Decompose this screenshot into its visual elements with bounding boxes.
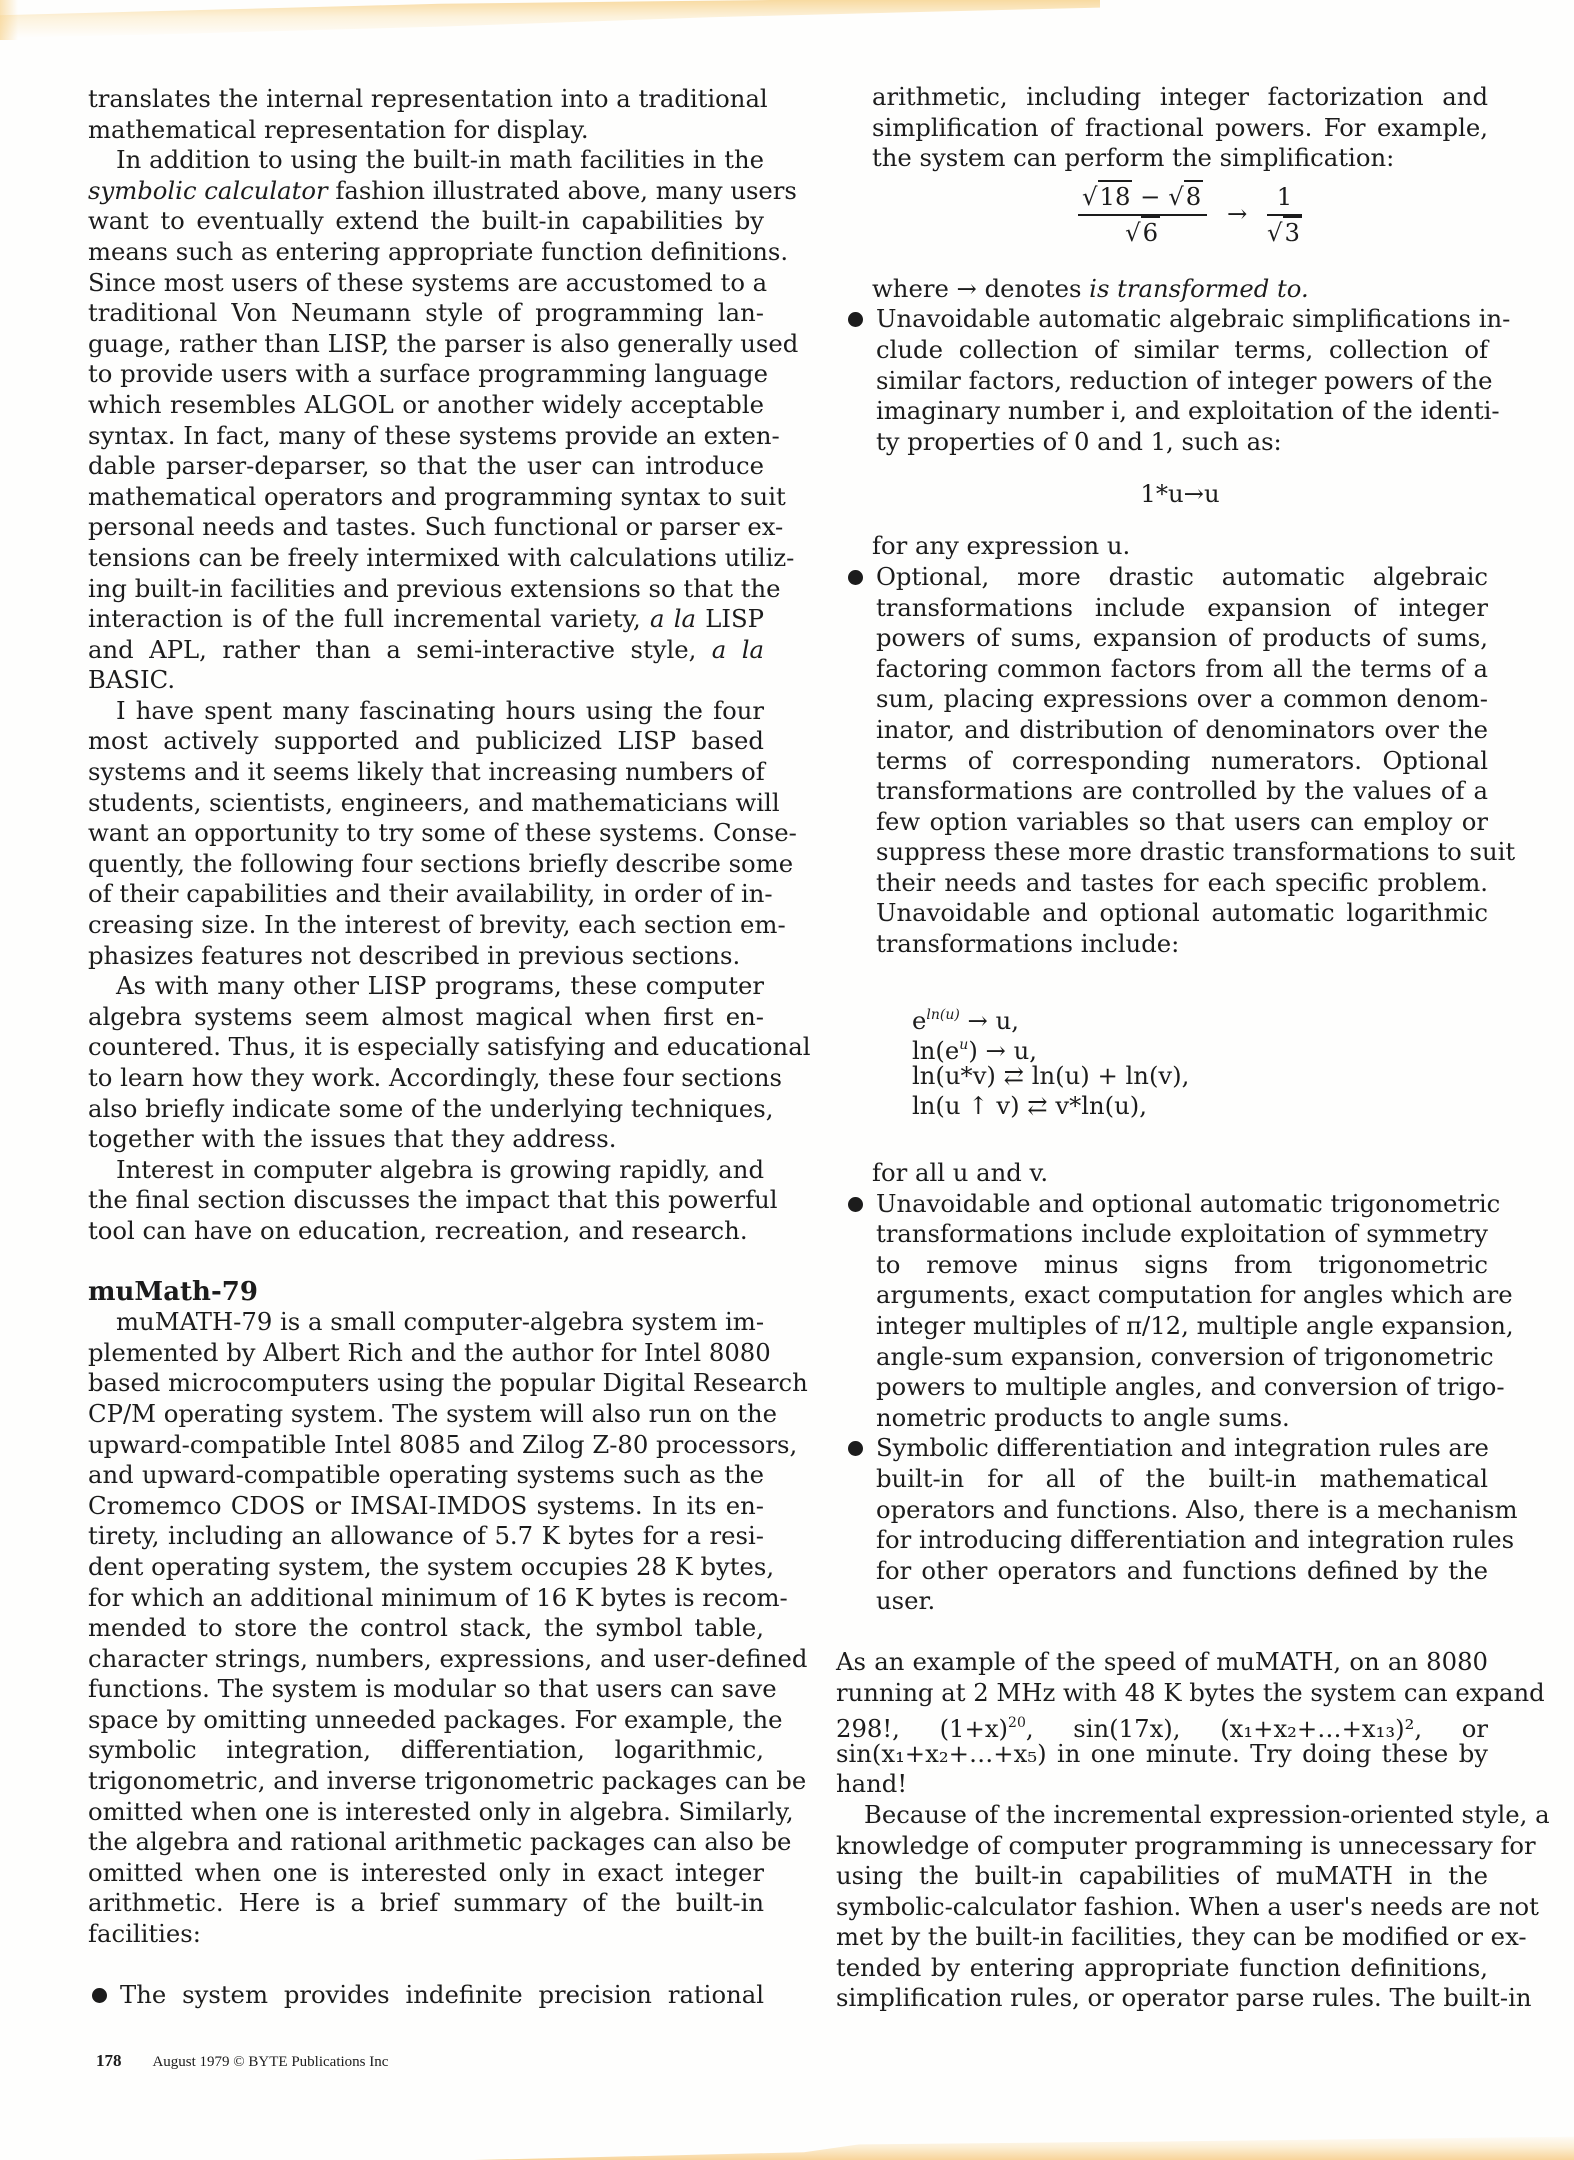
text-line: As with many other LISP programs, these computer: [116, 971, 764, 1001]
text-line: for other operators and functions defined by the: [876, 1555, 1488, 1585]
text-line: tool can have on education, recreation, and research.: [88, 1215, 748, 1245]
equation-line: ln(u*v) ⇄ ln(u) + ln(v),: [912, 1060, 1190, 1090]
text-line: most actively supported and publicized LISP based: [88, 726, 764, 756]
text-line: sin(x₁+x₂+…+x₅) in one minute. Try doing these by: [836, 1738, 1488, 1768]
italic-term: is transformed to.: [1089, 273, 1309, 303]
text-line: ty properties of 0 and 1, such as:: [876, 426, 1282, 456]
text-fragment: and APL, rather than a semi-interactive style,: [88, 634, 712, 664]
text-line: students, scientists, engineers, and mathematicians will: [88, 787, 780, 817]
text-fragment: fashion illustrated above, many users: [327, 175, 797, 205]
bullet-differentiation-integration: [872, 1433, 1518, 1617]
text-line: creasing size. In the interest of brevity, each section em-: [88, 910, 786, 940]
text-line: [88, 635, 764, 666]
text-line: tirety, including an allowance of 5.7 K bytes for a resi-: [88, 1521, 764, 1551]
bullet-icon: [848, 312, 863, 327]
text-line: systems and it seems likely that increasing numbers of: [88, 757, 765, 787]
transform-arrow-icon: →: [1226, 198, 1248, 228]
text-line: muMATH-79 is a small computer-algebra system im-: [116, 1307, 765, 1337]
text-line: Optional, more drastic automatic algebraic: [876, 561, 1488, 591]
paragraph-four-systems: [88, 695, 797, 971]
text-line: mathematical representation for display.: [88, 114, 589, 144]
text-line: I have spent many fascinating hours using the four: [116, 695, 764, 725]
text-line: [88, 604, 764, 635]
text-line: transformations are controlled by the values of a: [876, 776, 1488, 806]
text-line: met by the built-in facilities, they can be modified or ex-: [836, 1922, 1527, 1952]
text-line: simplification of fractional powers. For example,: [872, 112, 1488, 142]
bullet-algebraic-simplifications: [872, 304, 1511, 562]
text-line: [872, 274, 1488, 305]
paragraph-interest: [88, 1154, 778, 1247]
paragraph-mumath: [88, 1307, 808, 1949]
page-footer: [96, 2051, 388, 2071]
text-line: terms of corresponding numerators. Optional: [876, 745, 1488, 775]
text-line: countered. Thus, it is especially satisfying and educational: [88, 1032, 811, 1062]
fraction-rhs: $\frac{1}{√3}$: [1267, 181, 1300, 248]
text-line: [88, 175, 797, 207]
text-line: for any expression u.: [872, 531, 1131, 561]
text-line: dent operating system, the system occupies 28 K bytes,: [88, 1551, 775, 1581]
text-line: together with the issues that they address.: [88, 1124, 617, 1154]
spacer: [88, 1950, 764, 1980]
paper-stain-bottom: [474, 2134, 1574, 2160]
paragraph-extend: [88, 145, 799, 696]
text-line: Unavoidable automatic algebraic simplifications in-: [876, 304, 1511, 334]
text-line: upward-compatible Intel 8085 and Zilog Z-80 processors,: [88, 1429, 798, 1459]
text-line: simplification rules, or operator parse rules. The built-in: [836, 1983, 1532, 2013]
text-line: powers of sums, expansion of products of sums,: [876, 623, 1488, 653]
text-line: clude collection of similar terms, collection of: [876, 334, 1488, 364]
text-line: space by omitting unneeded packages. For example, the: [88, 1704, 783, 1734]
text-line: phasizes features not described in previous sections.: [88, 940, 741, 970]
bullet-icon: [848, 1197, 863, 1212]
bullet-icon: [92, 1988, 107, 2003]
text-line: ing built-in facilities and previous extensions so that the: [88, 573, 781, 603]
text-line: their needs and tastes for each specific problem.: [876, 867, 1488, 897]
text-line: guage, rather than LISP, the parser is also generally used: [88, 328, 799, 358]
paragraph-magical: [88, 971, 811, 1155]
equation-identity: 1*u→u: [1140, 479, 1220, 509]
radicand: 8: [1185, 181, 1202, 211]
equation-line: $\ln(e^u) \to u$,: [912, 1036, 1037, 1066]
text-line: 298!, $(1+x)^{20}$, sin(17x), (x₁+x₂+…+x₁₃)², or: [836, 1714, 1488, 1744]
text-line: mended to store the control stack, the symbol table,: [88, 1613, 764, 1643]
equation-radical-simplification: [872, 174, 1488, 274]
radicand: 18: [1099, 181, 1131, 211]
text-line: inator, and distribution of denominators over the: [876, 714, 1488, 744]
text-line: similar factors, reduction of integer powers of the: [876, 365, 1493, 395]
text-line: CP/M operating system. The system will also run on the: [88, 1398, 777, 1428]
bullet-trigonometric: [872, 1188, 1514, 1434]
text-line: to remove minus signs from trigonometric: [876, 1249, 1488, 1279]
text-line: Symbolic differentiation and integration rules are: [876, 1433, 1489, 1463]
bullet-rational-arithmetic-continued: [872, 82, 1488, 174]
radical-sign: √: [1082, 181, 1098, 211]
equation-line: $e^{ln(u)} \to u$,: [912, 1005, 1020, 1035]
text-line: symbolic integration, differentiation, logarithmic,: [88, 1735, 764, 1765]
text-line: also briefly indicate some of the underlying techniques,: [88, 1093, 774, 1123]
text-line: want to eventually extend the built-in capabilities by: [88, 206, 764, 236]
italic-term: symbolic calculator: [88, 175, 328, 205]
text-line: hand!: [836, 1769, 908, 1799]
text-line: to learn how they work. Accordingly, these four sections: [88, 1063, 782, 1092]
fraction-lhs: [1078, 182, 1207, 249]
text-line: quently, the following four sections briefly describe some: [88, 848, 794, 878]
text-line: facilities:: [88, 1919, 201, 1949]
text-line: As an example of the speed of muMATH, on an 8080: [836, 1646, 1488, 1676]
radical-sign: √: [1267, 218, 1283, 248]
text-line: character strings, numbers, expressions, and user-defined: [88, 1643, 808, 1673]
text-line: integer multiples of π/12, multiple angle expansion,: [876, 1311, 1514, 1340]
bullet-rational-arithmetic: [116, 1980, 764, 2011]
logarithmic-equations: [872, 960, 1488, 1158]
text-line: angle-sum expansion, conversion of trigonometric: [876, 1341, 1494, 1371]
text-line: The system provides indefinite precision rational: [120, 1979, 764, 2009]
text-line: personal needs and tastes. Such functional or parser ex-: [88, 512, 784, 542]
text-fragment: interaction is of the full incremental variety,: [88, 604, 650, 634]
text-fragment: where → denotes: [872, 273, 1090, 303]
text-line: arithmetic, including integer factorization and: [872, 82, 1488, 111]
page-number: 178: [96, 2051, 122, 2070]
text-line: symbolic-calculator fashion. When a user's needs are not: [836, 1891, 1539, 1921]
text-line: for which an additional minimum of 16 K bytes is recom-: [88, 1582, 788, 1612]
text-line: running at 2 MHz with 48 K bytes the system can expand: [836, 1677, 1545, 1707]
text-line: trigonometric, and inverse trigonometric packages can be: [88, 1766, 807, 1796]
text-line: built-in for all of the built-in mathematical: [876, 1463, 1488, 1493]
text-line: Unavoidable and optional automatic logarithmic: [876, 898, 1488, 928]
left-column: [88, 84, 811, 2010]
text-line: nometric products to angle sums.: [876, 1402, 1290, 1432]
section-heading: muMath-79: [88, 1276, 258, 1307]
text-line: Because of the incremental expression-oriented style, a: [864, 1799, 1550, 1829]
text-line: traditional Von Neumann style of programming lan-: [88, 298, 764, 328]
paragraph-speed: [836, 1646, 1545, 1800]
text-line: translates the internal representation into a traditional: [88, 84, 768, 113]
text-line: omitted when one is interested only in algebra. Similarly,: [88, 1796, 794, 1826]
text-line: of their capabilities and their availability, in order of in-: [88, 879, 773, 909]
text-line: Unavoidable and optional automatic trigonometric: [876, 1188, 1501, 1218]
text-line: imaginary number i, and exploitation of the identi-: [876, 396, 1500, 426]
text-line: want an opportunity to try some of these systems. Conse-: [88, 818, 797, 848]
italic-term: a la: [649, 604, 696, 634]
text-line: Cromemco CDOS or IMSAI-IMDOS systems. In its en-: [88, 1490, 764, 1520]
radicand: 6: [1142, 218, 1159, 248]
text-line: Interest in computer algebra is growing rapidly, and: [116, 1154, 764, 1184]
paper-stain-top: [0, 0, 1100, 38]
right-column: [836, 82, 1550, 2014]
radical-sign: √: [1168, 181, 1184, 211]
paper-stain-left: [0, 0, 18, 40]
text-line: mathematical operators and programming syntax to suit: [88, 481, 786, 511]
text-fragment: LISP: [696, 604, 765, 634]
text-line: based microcomputers using the popular Digital Research: [88, 1368, 808, 1398]
text-line: knowledge of computer programming is unnecessary for: [836, 1830, 1536, 1860]
text-line: arguments, exact computation for angles which are: [876, 1280, 1513, 1310]
radical-sign: √: [1125, 218, 1141, 248]
text-line: for introducing differentiation and integration rules: [876, 1525, 1515, 1555]
bullet-icon: [848, 1441, 863, 1456]
text-line: user.: [876, 1586, 936, 1616]
text-line: BASIC.: [88, 665, 176, 695]
text-line: the final section discusses the impact that this powerful: [88, 1185, 778, 1215]
paragraph-intro: [88, 84, 768, 145]
radicand: 3: [1284, 218, 1300, 248]
text-line: functions. The system is modular so that users can save: [88, 1674, 777, 1704]
text-line: tended by entering appropriate function definitions,: [836, 1952, 1488, 1982]
footer-copyright: August 1979 © BYTE Publications Inc: [152, 2054, 389, 2070]
text-line: the algebra and rational arithmetic packages can also be: [88, 1827, 792, 1857]
text-line: sum, placing expressions over a common denom-: [876, 684, 1488, 714]
text-line: omitted when one is interested only in exact integer: [88, 1857, 764, 1887]
text-line: means such as entering appropriate function definitions.: [88, 236, 789, 266]
text-line: arithmetic. Here is a brief summary of the built-in: [88, 1888, 764, 1918]
minus-sign: −: [1140, 181, 1161, 211]
text-line: In addition to using the built-in math facilities in the: [116, 145, 764, 175]
text-line: using the built-in capabilities of muMATH in the: [836, 1861, 1488, 1891]
text-line: the system can perform the simplification:: [872, 143, 1395, 173]
text-line: operators and functions. Also, there is a mechanism: [876, 1494, 1518, 1524]
text-line: dable parser-deparser, so that the user can introduce: [88, 451, 764, 481]
text-line: factoring common factors from all the terms of a: [876, 653, 1488, 683]
text-line: to provide users with a surface programming language: [88, 359, 768, 389]
text-line: transformations include exploitation of symmetry: [876, 1219, 1488, 1249]
text-line: tensions can be freely intermixed with calculations utiliz-: [88, 542, 795, 572]
bullet-optional-transformations: [872, 561, 1516, 1189]
text-line: Since most users of these systems are accustomed to a: [88, 267, 768, 297]
text-line: plemented by Albert Rich and the author for Intel 8080: [88, 1337, 771, 1367]
text-line: powers to multiple angles, and conversion of trigo-: [876, 1372, 1505, 1402]
text-line: which resembles ALGOL or another widely acceptable: [88, 389, 764, 419]
text-line: few option variables so that users can employ or: [876, 806, 1488, 836]
text-line: transformations include expansion of integer: [876, 592, 1488, 622]
text-line: algebra systems seem almost magical when first en-: [88, 1001, 764, 1031]
equation-line: ln(u ↑ v) ⇄ v*ln(u),: [912, 1091, 1147, 1121]
bullet-icon: [848, 570, 863, 585]
text-line: transformations include:: [876, 929, 1180, 959]
text-line: for all u and v.: [872, 1158, 1049, 1188]
text-line: suppress these more drastic transformations to suit: [876, 837, 1516, 867]
text-line: and upward-compatible operating systems such as the: [88, 1460, 764, 1490]
paragraph-incremental-style: [836, 1799, 1550, 2014]
text-line: syntax. In fact, many of these systems provide an exten-: [88, 420, 780, 450]
italic-term: a la: [711, 634, 764, 664]
